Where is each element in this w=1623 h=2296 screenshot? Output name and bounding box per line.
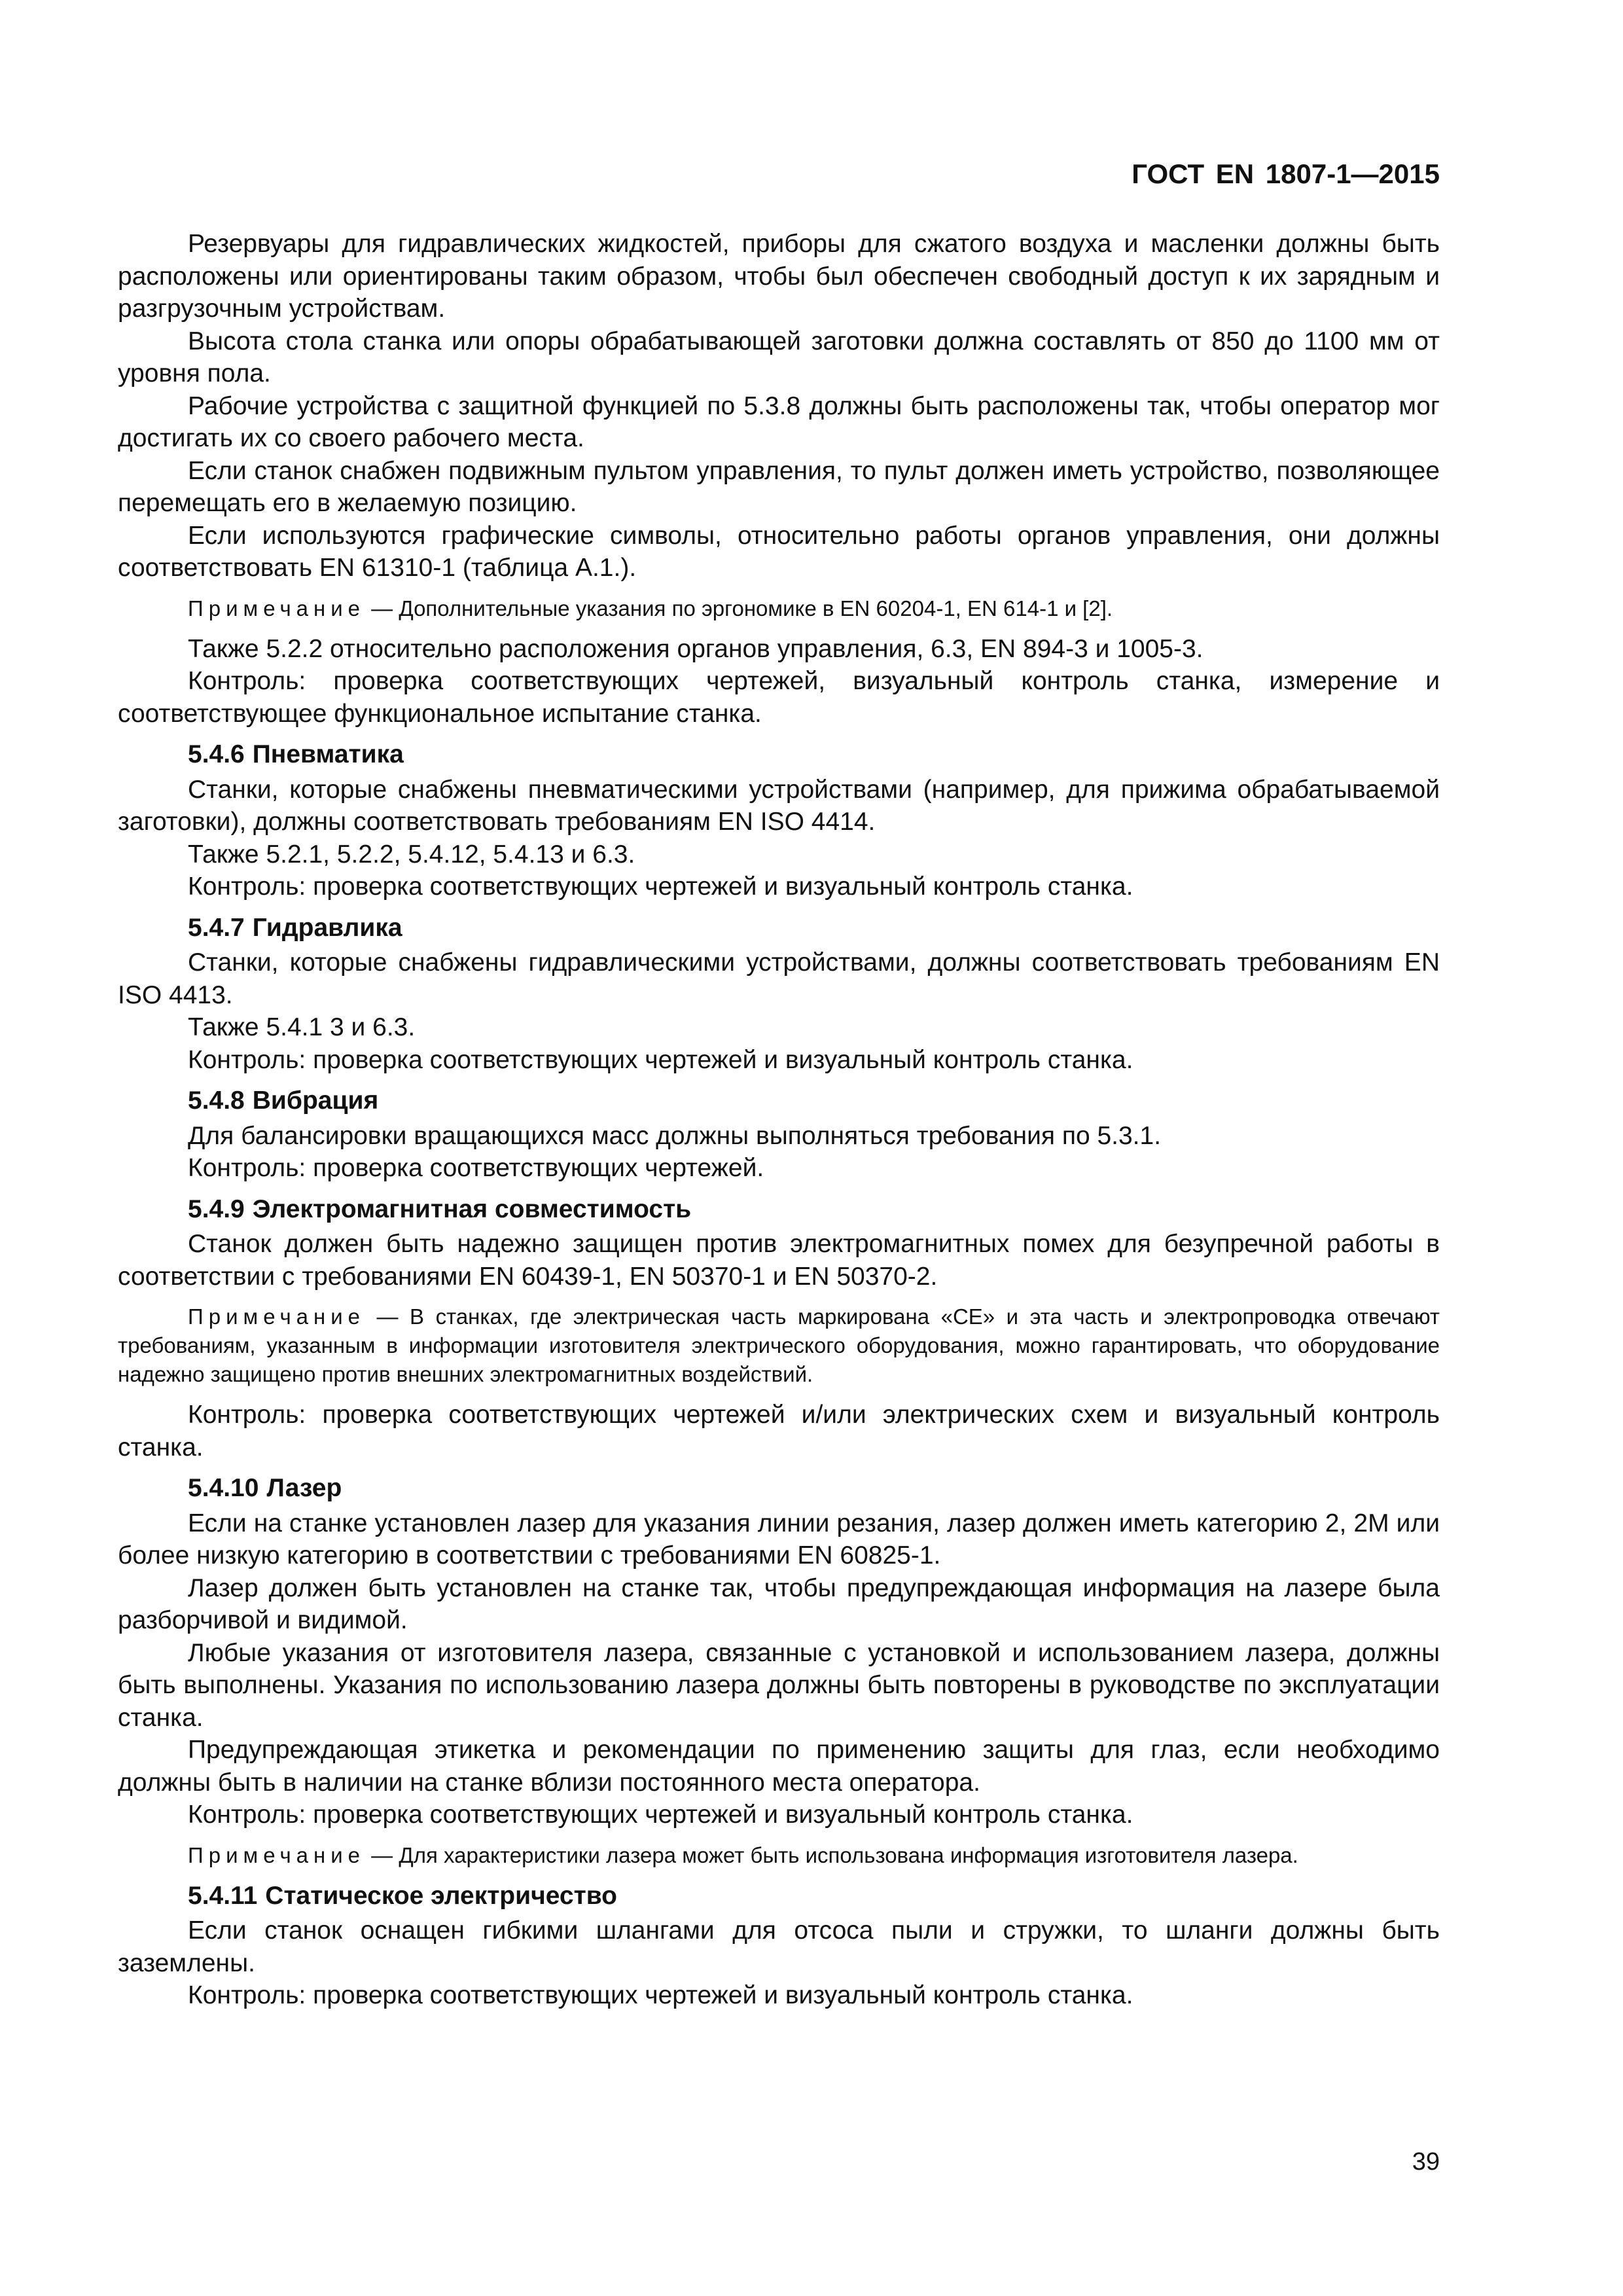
- body-paragraph: Контроль: проверка соответствующих чертежей, визуальный контроль станка, измерение и соответствующее функциональное испытание станка.: [118, 667, 1440, 728]
- note-paragraph: [118, 1302, 1440, 1389]
- body-paragraph: Контроль: проверка соответствующих чертежей.: [188, 1154, 764, 1182]
- section-title: Статическое электричество: [265, 1881, 617, 1910]
- note-label: Примечание: [188, 1304, 366, 1329]
- body-paragraph: Предупреждающая этикетка и рекомендации по применению защиты для глаз, если необходимо должны быть в наличии на станке вблизи постоянного места оператора.: [118, 1736, 1440, 1797]
- body-paragraph: Для балансировки вращающихся масс должны выполняться требования по 5.3.1.: [188, 1121, 1162, 1150]
- body-paragraph: Также 5.2.2 относительно расположения органов управления, 6.3, EN 894-3 и 1005-3.: [188, 634, 1204, 663]
- body-paragraph: Лазер должен быть установлен на станке так, чтобы предупреждающая информация на лазере была разборчивой и видимой.: [118, 1573, 1440, 1634]
- section-heading: [118, 1880, 1440, 1912]
- section-number: 5.4.6: [188, 740, 245, 768]
- section-number: 5.4.7: [188, 913, 245, 942]
- body-paragraph: Если станок оснащен гибкими шлангами для отсоса пыли и стружки, то шланги должны быть заземлены.: [118, 1916, 1440, 1977]
- note-text: — Дополнительные указания по эргономике в EN 60204-1, EN 614-1 и [2].: [365, 596, 1113, 620]
- body-paragraph: Рабочие устройства с защитной функцией по 5.3.8 должны быть расположены так, чтобы оператор мог достигать их со своего рабочего места.: [118, 391, 1440, 452]
- note-text: — В станках, где электрическая часть маркирована «СЕ» и эта часть и электропроводка отвечают требованиям, указанным в информации изготовителя электрического оборудования, можно гарантировать, что оборудование надежно защищено против внешних электромагнитных воздействий.: [118, 1304, 1440, 1386]
- body-paragraph: Станки, которые снабжены пневматическими устройствами (например, для прижима обрабатываемой заготовки), должны соответствовать требованиям EN ISO 4414.: [118, 775, 1440, 836]
- section-heading: [118, 1085, 1440, 1117]
- document-body: [118, 228, 1440, 2012]
- page-number: 39: [1412, 2148, 1440, 2176]
- note-text: — Для характеристики лазера может быть использована информация изготовителя лазера.: [365, 1842, 1298, 1867]
- body-paragraph: Любые указания от изготовителя лазера, связанные с установкой и использованием лазера, должны быть выполнены. Указания по использованию лазера должны быть повторены в руководстве по эксплуатации станка.: [118, 1638, 1440, 1732]
- section-number: 5.4.9: [188, 1194, 245, 1223]
- body-paragraph: Если станок снабжен подвижным пультом управления, то пульт должен иметь устройство, позволяющее перемещать его в желаемую позицию.: [118, 456, 1440, 517]
- section-title: Лазер: [266, 1474, 342, 1502]
- note-paragraph: [118, 1841, 1440, 1870]
- section-number: 5.4.11: [188, 1881, 258, 1910]
- body-paragraph: Если на станке установлен лазер для указания линии резания, лазер должен иметь категорию 2, 2М или более низкую категорию в соответствии с требованиями EN 60825-1.: [118, 1509, 1440, 1570]
- section-number: 5.4.10: [188, 1474, 259, 1502]
- document-page: [118, 157, 1440, 2012]
- section-title: Вибрация: [252, 1086, 379, 1115]
- body-paragraph: Контроль: проверка соответствующих чертежей и визуальный контроль станка.: [188, 1801, 1133, 1829]
- section-title: Электромагнитная совместимость: [252, 1194, 692, 1223]
- body-paragraph: Также 5.4.1 3 и 6.3.: [188, 1013, 416, 1041]
- body-paragraph: Резервуары для гидравлических жидкостей, приборы для сжатого воздуха и масленки должны быть расположены или ориентированы таким образом, чтобы был обеспечен свободный доступ к их зарядным и разгрузочным устройствам.: [118, 230, 1440, 323]
- section-title: Гидравлика: [252, 913, 402, 942]
- section-heading: [118, 1472, 1440, 1505]
- body-paragraph: Контроль: проверка соответствующих чертежей и визуальный контроль станка.: [188, 872, 1133, 901]
- section-heading: [118, 738, 1440, 771]
- body-paragraph: Также 5.2.1, 5.2.2, 5.4.12, 5.4.13 и 6.3.: [188, 840, 635, 869]
- section-heading: [118, 912, 1440, 944]
- body-paragraph: Станки, которые снабжены гидравлическими устройствами, должны соответствовать требованиям EN ISO 4413.: [118, 948, 1440, 1009]
- standard-designation: ГОСТ EN 1807-1—2015: [1132, 158, 1440, 189]
- body-paragraph: Если используются графические символы, относительно работы органов управления, они должны соответствовать EN 61310-1 (таблица А.1.).: [118, 521, 1440, 582]
- body-paragraph: Контроль: проверка соответствующих чертежей и визуальный контроль станка.: [188, 1981, 1133, 2009]
- note-label: Примечание: [188, 596, 366, 620]
- body-paragraph: Станок должен быть надежно защищен против электромагнитных помех для безупречной работы в соответствии с требованиями EN 60439-1, EN 50370-1 и EN 50370-2.: [118, 1230, 1440, 1291]
- body-paragraph: Контроль: проверка соответствующих чертежей и/или электрических схем и визуальный контроль станка.: [118, 1401, 1440, 1462]
- note-label: Примечание: [188, 1842, 366, 1867]
- note-paragraph: [118, 594, 1440, 623]
- body-paragraph: Контроль: проверка соответствующих чертежей и визуальный контроль станка.: [188, 1045, 1133, 1074]
- section-title: Пневматика: [252, 740, 404, 768]
- section-number: 5.4.8: [188, 1086, 245, 1115]
- body-paragraph: Высота стола станка или опоры обрабатывающей заготовки должна составлять от 850 до 1100 мм от уровня пола.: [118, 327, 1440, 387]
- section-heading: [118, 1193, 1440, 1226]
